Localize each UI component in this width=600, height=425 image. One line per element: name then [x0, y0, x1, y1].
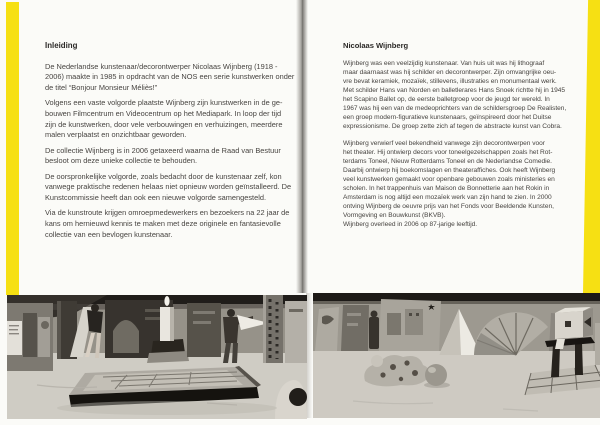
text-line: De oorspronkelijke volgorde, zoals bedacht door de kunstenaar zelf, kon: [45, 171, 282, 181]
text-line: De collectie Wijnberg is in 2006 getaxeerd waarna de Raad van Bestuur: [45, 145, 281, 155]
text-line: scholen. In het trappenhuis van Maison de Bonnetterie aan het Rokin in: [343, 185, 550, 192]
text-line: Wijnberg verwierf veel bekendheid vanwege zijn decorontwerpen voor: [343, 140, 545, 147]
cover-strip-left: [6, 2, 19, 295]
right-page-heading: Nicolaas Wijnberg: [343, 41, 409, 50]
text-line: Wijnberg was een veelzijdig kunstenaar. Van huis uit was hij lithograaf: [343, 60, 545, 67]
right-paintings-group: [187, 303, 221, 357]
photo-left-exhibition-hall: [7, 295, 307, 419]
right-page-body: [343, 59, 586, 229]
text-line: veel kunstwerken gemaakt voor openbare gebouwen zoals ministeries en: [343, 176, 555, 183]
text-line: Wijnberg overleed in 2006 op 87-jarige leeftijd.: [343, 221, 478, 228]
left-page-body: [45, 62, 307, 241]
text-line: expressionisme. De groep zette zich af tegen de abstracte kunst van Cobra.: [343, 123, 562, 130]
paragraph: [45, 98, 307, 141]
paragraph: [343, 59, 586, 131]
text-line: vanwege praktische redenen helaas niet opnieuw worden geïnstalleerd. De: [45, 182, 292, 192]
text-line: Via de kunstroute krijgen omroepmedewerkers en bezoekers na 22 jaar de: [45, 208, 290, 218]
paragraph: [45, 172, 307, 204]
text-line: terdams Toneel, Nieuw Rotterdams Toneel en de Nederlandse Comedie.: [343, 158, 552, 165]
text-line: zijn de kunstwerken, door vele verbouwingen en verhuizingen, meerdere: [45, 119, 283, 129]
text-line: De Nederlandse kunstenaar/decorontwerper Nicolaas Wijnberg (1918 -: [45, 61, 278, 71]
text-line: 1967 was hij een van de medeoprichters van de schildersgroep De Realisten,: [343, 105, 567, 112]
paragraph: [45, 208, 307, 240]
reclining-sculpture: [364, 355, 429, 386]
text-line: bouwen Filmcentrum en Videocentrum op het Mediapark. In loop der tijd: [45, 109, 282, 119]
photo-left-illustration: [7, 295, 307, 419]
text-line: collectie van een bevlogen kunstenaar.: [45, 229, 173, 239]
text-line: de titel “Bonjour Monsieur Méliès!”: [45, 83, 158, 93]
text-line: besloot om deze unieke collectie te behouden.: [45, 156, 198, 166]
text-line: 2006) maakte in 1985 in opdracht van de NOS een serie kunstwerken onder: [45, 72, 295, 82]
left-paintings-group: [7, 303, 53, 371]
text-line: Volgens een vaste volgorde plaatste Wijnberg zijn kunstwerken in de ge-: [45, 98, 283, 108]
text-line: Daarbij ontwierp hij boekomslagen en theateraffiches. Ook heeft Wijnberg: [343, 167, 556, 174]
glyph-column: [263, 295, 283, 363]
ceiling-beam: [313, 293, 600, 301]
photo-right-artwork-lineup: [313, 293, 600, 418]
text-line: Amsterdam is nog altijd een mozaïek werk van zijn hand te zien. In 2000: [343, 194, 552, 201]
edge-sliver: [595, 323, 600, 365]
text-line: Vormgeving en Bouwkunst (BKVB).: [343, 212, 446, 219]
left-page-heading: Inleiding: [45, 41, 78, 50]
paragraph: [343, 139, 586, 229]
text-line: maar daarnaast was hij schilder en decorontwerper. Zijn omvangrijke oeu-: [343, 69, 556, 76]
text-line: het theater. Hij ontwierp decors voor toneelgezelschappen zoals het Rot-: [343, 149, 553, 156]
text-line: malen verplaatst en onzichtbaar geworden.: [45, 130, 187, 140]
paragraph: [45, 146, 307, 167]
text-line: vre bevat keramiek, mozaïek, stillevens, illustraties en monumentaal werk.: [343, 78, 557, 85]
text-line: een groep modern-figuratieve kunstenaars, geïnspireerd door het Duitse: [343, 114, 552, 121]
right-page: [343, 41, 586, 237]
text-line: Met schilder Hans van Norden en balletlerares Hans Snoek richtte hij in 1945: [343, 87, 566, 94]
paragraph: [45, 62, 307, 94]
left-page: [45, 41, 307, 245]
text-line: ontving Wijnberg de oeuvre prijs van het Fonds voor Beeldende Kunsten,: [343, 203, 554, 210]
photo-right-illustration: [313, 293, 600, 418]
text-line: het Scapino Ballet op, de eerste balletgroep voor de jeugd ter wereld. In: [343, 96, 550, 103]
text-line: Kunstcommissie heeft dan ook een nieuwe volgorde samengesteld.: [45, 192, 267, 202]
text-line: kans om hernieuwd kennis te maken met deze originele en fantasievolle: [45, 218, 281, 228]
